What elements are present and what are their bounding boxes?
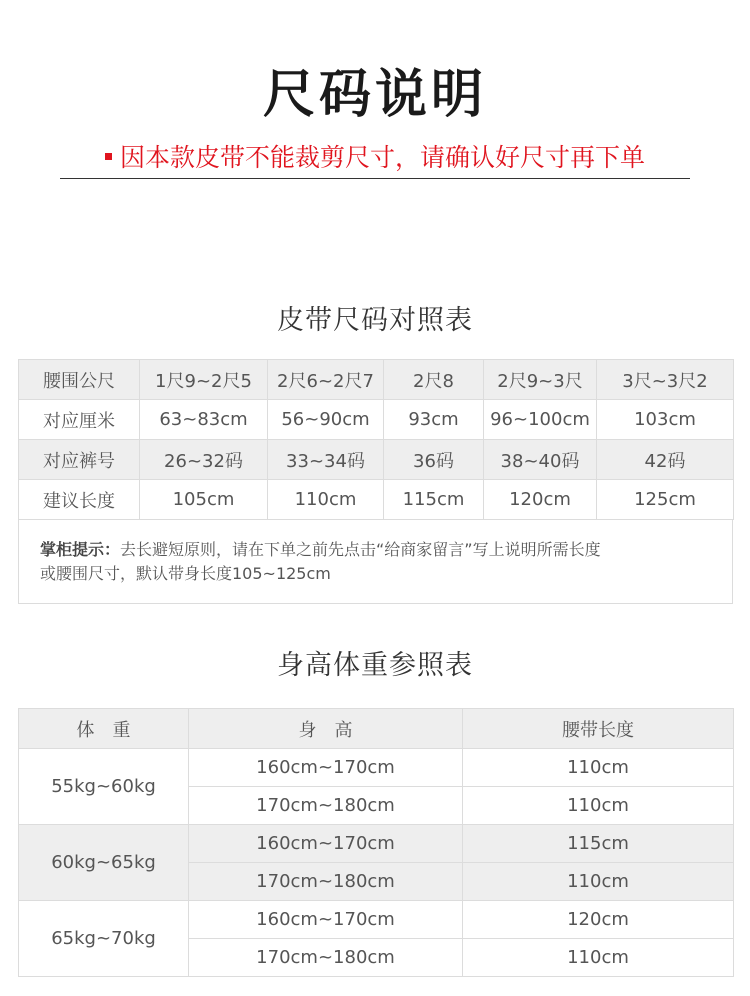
table-cell: 2尺8	[384, 360, 484, 400]
weight-cell: 60kg~65kg	[19, 825, 189, 901]
table-cell: 96~100cm	[484, 400, 597, 440]
table-row	[19, 825, 734, 863]
height-cell: 170cm~180cm	[189, 939, 463, 977]
notice-text: 因本款皮带不能裁剪尺寸，请确认好尺寸再下单	[119, 143, 645, 172]
belt-size-table	[18, 359, 734, 520]
table-row	[19, 749, 734, 787]
row-header: 对应厘米	[19, 400, 140, 440]
table-cell: 110cm	[268, 480, 384, 520]
belt-length-cell: 115cm	[463, 825, 734, 863]
height-weight-table	[18, 708, 734, 977]
row-header: 对应裤号	[19, 440, 140, 480]
height-cell: 170cm~180cm	[189, 863, 463, 901]
table-cell: 105cm	[140, 480, 268, 520]
table-cell: 125cm	[597, 480, 734, 520]
table-cell: 120cm	[484, 480, 597, 520]
tip-line-1	[40, 538, 712, 562]
table-row	[19, 440, 734, 480]
table-cell: 56~90cm	[268, 400, 384, 440]
column-header-height: 身 高	[189, 709, 463, 749]
table-row	[19, 901, 734, 939]
belt-length-cell: 120cm	[463, 901, 734, 939]
table-row	[19, 360, 734, 400]
table-cell: 115cm	[384, 480, 484, 520]
size-notice	[0, 138, 750, 174]
height-cell: 160cm~170cm	[189, 825, 463, 863]
weight-cell: 65kg~70kg	[19, 901, 189, 977]
row-header: 建议长度	[19, 480, 140, 520]
table-cell: 26~32码	[140, 440, 268, 480]
table-header-row	[19, 709, 734, 749]
tip-text: 去长避短原则，请在下单之前先点击“给商家留言”写上说明所需长度	[120, 540, 601, 559]
height-weight-title: 身高体重参照表	[277, 650, 473, 681]
table-cell: 2尺6~2尺7	[268, 360, 384, 400]
belt-length-cell: 110cm	[463, 749, 734, 787]
table-cell: 63~83cm	[140, 400, 268, 440]
table-cell: 42码	[597, 440, 734, 480]
table-cell: 1尺9~2尺5	[140, 360, 268, 400]
tip-label: 掌柜提示：	[40, 540, 121, 559]
table-cell: 3尺~3尺2	[597, 360, 734, 400]
size-table-title: 皮带尺码对照表	[277, 305, 473, 336]
row-header: 腰围公尺	[19, 360, 140, 400]
table-cell: 2尺9~3尺	[484, 360, 597, 400]
belt-length-cell: 110cm	[463, 863, 734, 901]
height-cell: 160cm~170cm	[189, 901, 463, 939]
height-cell: 160cm~170cm	[189, 749, 463, 787]
table-cell: 33~34码	[268, 440, 384, 480]
table-row	[19, 480, 734, 520]
table-cell: 103cm	[597, 400, 734, 440]
height-cell: 170cm~180cm	[189, 787, 463, 825]
weight-cell: 55kg~60kg	[19, 749, 189, 825]
table-cell: 93cm	[384, 400, 484, 440]
page-title: 尺码说明	[262, 65, 487, 125]
table-cell: 36码	[384, 440, 484, 480]
column-header-belt-length: 腰带长度	[463, 709, 734, 749]
tip-line-2: 或腰围尺寸，默认带身长度105~125cm	[40, 564, 331, 583]
belt-length-cell: 110cm	[463, 939, 734, 977]
belt-length-cell: 110cm	[463, 787, 734, 825]
bullet-icon	[105, 153, 112, 160]
table-cell: 38~40码	[484, 440, 597, 480]
table-row	[19, 400, 734, 440]
column-header-weight: 体 重	[19, 709, 189, 749]
notice-divider	[60, 178, 690, 179]
shopkeeper-tip	[18, 519, 733, 604]
